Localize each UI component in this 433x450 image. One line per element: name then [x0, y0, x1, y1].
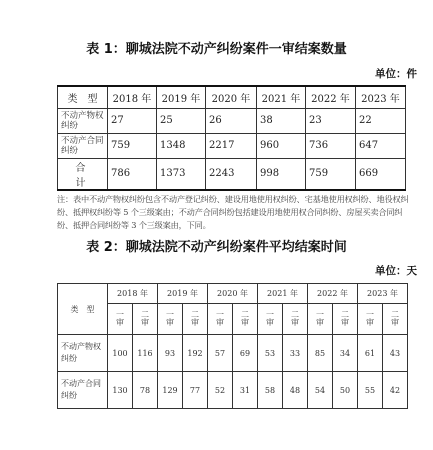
- table2-cell: 50: [333, 372, 358, 409]
- table1-row-label: 不动产物权纠纷: [58, 108, 108, 133]
- table2-cell: 100: [108, 335, 133, 372]
- table1-header-year: 2018 年: [108, 86, 157, 108]
- table2-row-label: 不动产合同纠纷: [58, 372, 108, 409]
- table1-row: [58, 133, 406, 158]
- table2-sub-second: 二审: [333, 304, 358, 335]
- table1-cell: 26: [206, 108, 257, 133]
- table2-sub-second: 二审: [283, 304, 308, 335]
- table1-cell: 1348: [157, 133, 206, 158]
- table1-cell: 25: [157, 108, 206, 133]
- table1-header-year: 2019 年: [157, 86, 206, 108]
- table2-year-row: [58, 284, 408, 304]
- table2-cell: 42: [383, 372, 408, 409]
- table1-total-row: [58, 158, 406, 190]
- table2-cell: 54: [308, 372, 333, 409]
- table2-sub-first: 一审: [358, 304, 383, 335]
- table2-sub-second: 二审: [183, 304, 208, 335]
- table2-row: [58, 335, 408, 372]
- table2-sub-second: 二审: [133, 304, 158, 335]
- table2-cell: 58: [258, 372, 283, 409]
- table2-header-year: 2018 年: [108, 284, 158, 304]
- table2-header-year: 2022 年: [308, 284, 358, 304]
- table1-cell: 1373: [157, 158, 206, 190]
- table1-cell: 27: [108, 108, 157, 133]
- table2-row-label: 不动产物权纠纷: [58, 335, 108, 372]
- table1-cell: 22: [356, 108, 406, 133]
- table2-sub-first: 一审: [208, 304, 233, 335]
- table1-total-label: 合 计: [58, 158, 108, 190]
- table2-sub-row: [58, 304, 408, 335]
- table2-cell: 53: [258, 335, 283, 372]
- table1-cell: 960: [257, 133, 306, 158]
- table1-cell: 2243: [206, 158, 257, 190]
- table2-header-year: 2019 年: [158, 284, 208, 304]
- table2-cell: 33: [283, 335, 308, 372]
- table2-title: 表 2：聊城法院不动产纠纷案件平均结案时间: [86, 240, 347, 255]
- table2-sub-first: 一审: [108, 304, 133, 335]
- table2-header-type: 类 型: [58, 284, 108, 335]
- table2-sub-first: 一审: [308, 304, 333, 335]
- table2-cell: 85: [308, 335, 333, 372]
- table1-cell: 38: [257, 108, 306, 133]
- table1-cell: 647: [356, 133, 406, 158]
- table2-cell: 192: [183, 335, 208, 372]
- table1-row: [58, 108, 406, 133]
- table2-cell: 52: [208, 372, 233, 409]
- table2-cell: 43: [383, 335, 408, 372]
- table2-cell: 31: [233, 372, 258, 409]
- table2-header-year: 2021 年: [258, 284, 308, 304]
- table2-sub-second: 二审: [233, 304, 258, 335]
- table2-cell: 129: [158, 372, 183, 409]
- table2-sub-first: 一审: [158, 304, 183, 335]
- table2-cell: 57: [208, 335, 233, 372]
- table1-header-row: [58, 86, 406, 108]
- table1-cell: 736: [306, 133, 356, 158]
- table1-header-year: 2020 年: [206, 86, 257, 108]
- table2-header-year: 2020 年: [208, 284, 258, 304]
- table2-cell: 116: [133, 335, 158, 372]
- table1-unit: 单位：件: [375, 68, 417, 80]
- table2-sub-first: 一审: [258, 304, 283, 335]
- table2-cell: 48: [283, 372, 308, 409]
- table2-cell: 34: [333, 335, 358, 372]
- table1: [57, 85, 406, 191]
- table2-cell: 130: [108, 372, 133, 409]
- table1-cell: 2217: [206, 133, 257, 158]
- table2-cell: 78: [133, 372, 158, 409]
- table1-cell: 998: [257, 158, 306, 190]
- table1-cell: 759: [306, 158, 356, 190]
- table1-header-year: 2021 年: [257, 86, 306, 108]
- table1-note: 注：表中不动产物权纠纷包含不动产登记纠纷、建设用地使用权纠纷、宅基地使用权纠纷、地役权纠纷、抵押权纠纷等 5 个三级案由；不动产合同纠纷包括建设用地使用权合同纠纷、房屋买卖合同纠纷、抵押合同纠纷等 3 个三级案由，下同。: [57, 194, 409, 230]
- table2-sub-second: 二审: [383, 304, 408, 335]
- table2-row: [58, 372, 408, 409]
- table2-cell: 77: [183, 372, 208, 409]
- table1-title: 表 1：聊城法院不动产纠纷案件一审结案数量: [86, 42, 347, 57]
- table1-cell: 669: [356, 158, 406, 190]
- table2-cell: 61: [358, 335, 383, 372]
- table2: [57, 283, 408, 409]
- table1-cell: 786: [108, 158, 157, 190]
- table1-header-year: 2023 年: [356, 86, 406, 108]
- table1-cell: 23: [306, 108, 356, 133]
- table2-cell: 93: [158, 335, 183, 372]
- table1-header-year: 2022 年: [306, 86, 356, 108]
- table2-cell: 55: [358, 372, 383, 409]
- table2-cell: 69: [233, 335, 258, 372]
- table2-unit: 单位：天: [375, 265, 417, 277]
- table1-cell: 759: [108, 133, 157, 158]
- table2-header-year: 2023 年: [358, 284, 408, 304]
- table1-row-label: 不动产合同纠纷: [58, 133, 108, 158]
- table1-header-type: 类 型: [58, 86, 108, 108]
